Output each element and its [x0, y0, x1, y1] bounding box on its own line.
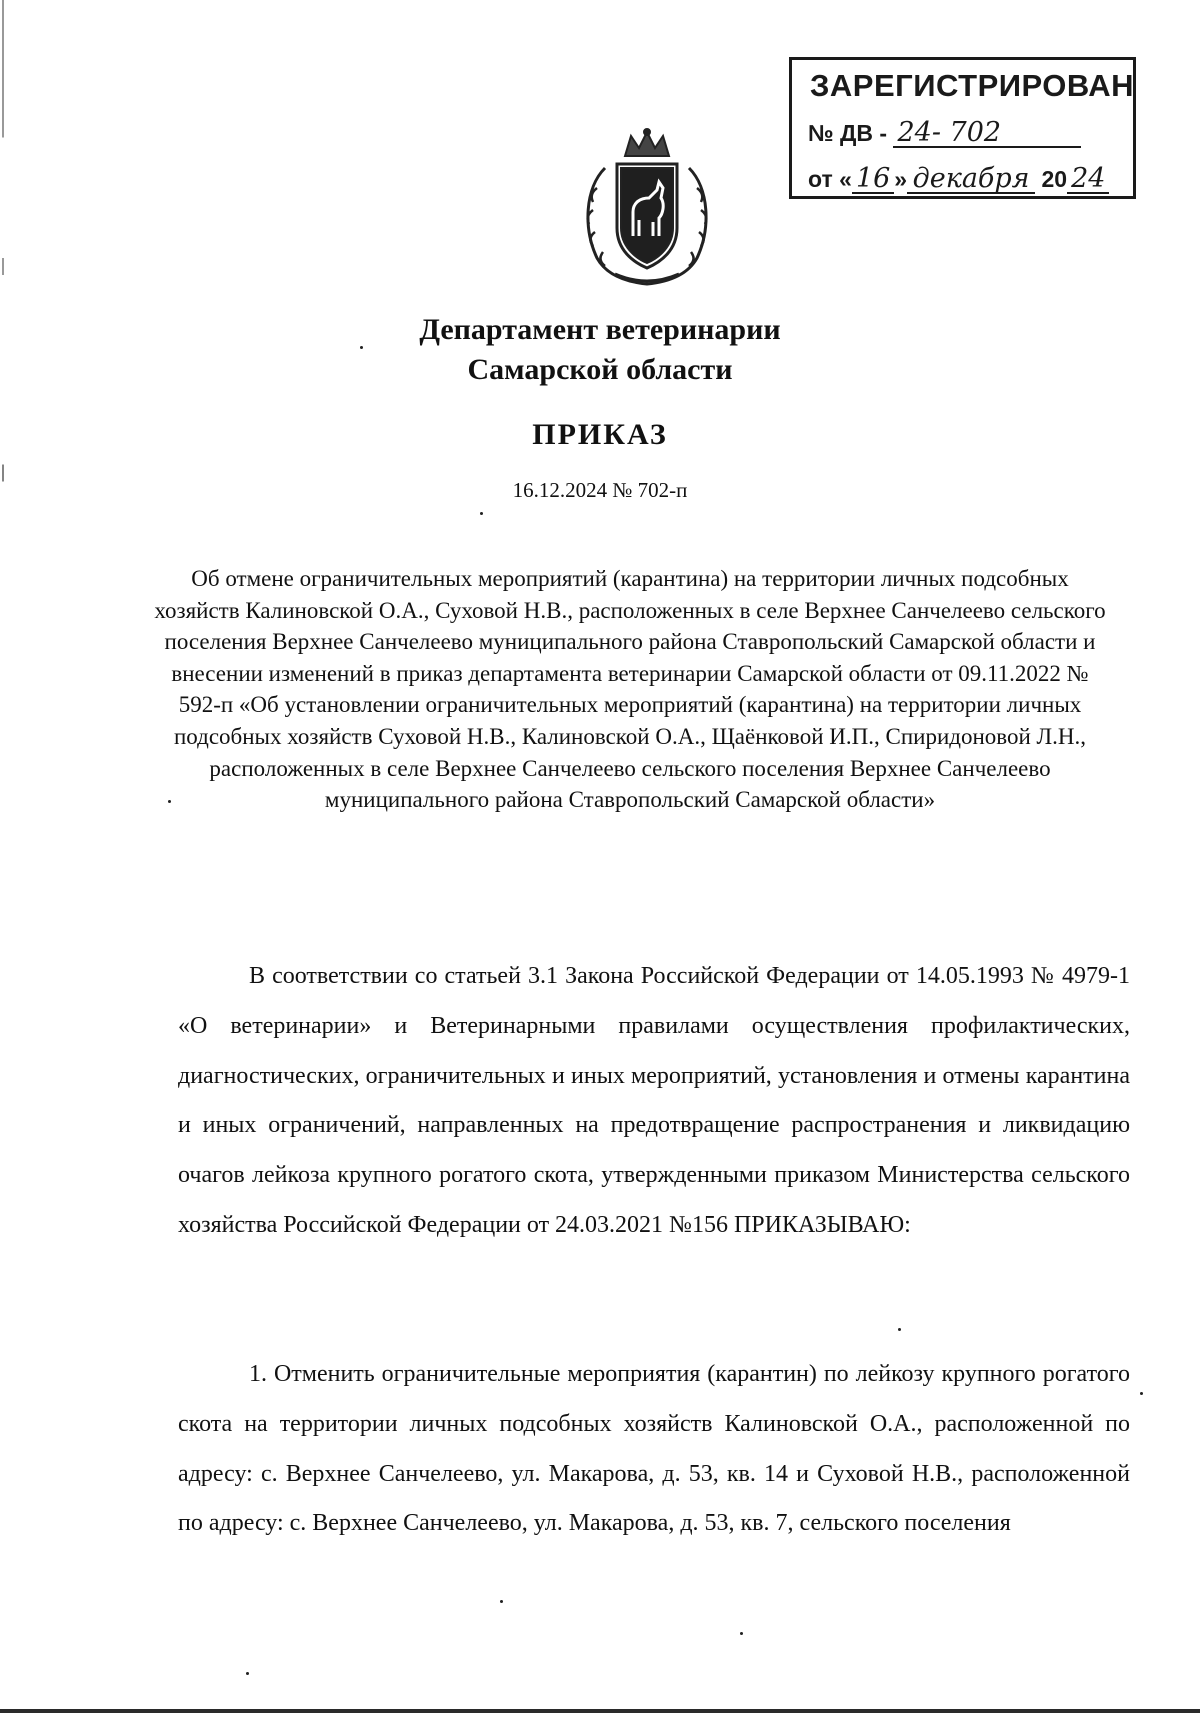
stamp-month-handwritten: декабря: [907, 166, 1035, 194]
department-line1: Департамент ветеринарии: [419, 313, 781, 346]
scan-speck: [360, 346, 363, 349]
scan-speck: [500, 1600, 503, 1603]
order-title: ПРИКАЗ: [532, 418, 668, 451]
scan-speck: [898, 1328, 901, 1331]
stamp-day-handwritten: 16: [852, 166, 894, 194]
stamp-date-line: [808, 163, 1109, 194]
body-paragraph-2: 1. Отменить ограничительные мероприятия (карантин) по лейкозу крупного рогатого скота на территории личных подсобных хозяйств Калиновской О.А., расположенной по адресу: с. Верхнее Санчелеево, ул. Макарова, д. 53, кв. 14 и Суховой Н.В., расположенной по адресу: с. Верхнее Санчелеево, ул. Макарова, д. 53, кв. 7, сельского поселения: [178, 1361, 1130, 1537]
stamp-number-handwritten: 24- 702: [893, 120, 1081, 148]
order-number: 16.12.2024 № 702-п: [512, 478, 688, 502]
stamp-year-prefix: 20: [1041, 166, 1068, 192]
body-paragraph-1: [178, 952, 1130, 1251]
order-subject: Об отмене ограничительных мероприятий (карантина) на территории личных подсобных хозяйств Калиновской О.А., Суховой Н.В., расположенных в селе Верхнее Санчелеево сельского поселения Верхнее Санчелеево муниципального района Ставропольский Самарской области и внесении изменений в приказ департамента ветеринарии Самарской области от 09.11.2022 № 592-п «Об установлении ограничительных мероприятий (карантина) на территории личных подсобных хозяйств Суховой Н.В., Калиновской О.А., Щаёнковой И.П., Спиридоновой Л.Н., расположенных в селе Верхнее Санчелеево сельского поселения Верхнее Санчелеево муниципального района Ставропольский Самарской области»: [154, 566, 1106, 813]
coat-of-arms-emblem: [575, 128, 719, 288]
command-text: ПРИКАЗЫВАЮ:: [733, 1211, 911, 1238]
registration-stamp: [789, 57, 1136, 199]
stamp-title: ЗАРЕГИСТРИРОВАН: [810, 68, 1135, 103]
scan-speck: [246, 1672, 249, 1675]
department-heading: [0, 310, 1200, 390]
scan-speck: [740, 1632, 743, 1635]
scan-speck: [168, 800, 171, 803]
scan-speck: [480, 512, 483, 515]
paragraph1-text: В соответствии со статьей 3.1 Закона Российской Федерации от 14.05.1993 № 4979-1 «О ветеринарии» и Ветеринарными правилами осуществления профилактических, диагностических, ограничительных и иных мероприятий, установления и отмены карантина и иных ограничений, направленных на предотвращение распространения и ликвидацию очагов лейкоза крупного рогатого скота, утвержденными приказом Министерства сельского хозяйства Российской Федерации от 24.03.2021 №156: [178, 963, 1130, 1238]
stamp-number-prefix: № ДВ -: [808, 120, 888, 146]
stamp-day-close: »: [894, 166, 908, 192]
scan-speck: [1140, 1392, 1143, 1395]
department-line2: Самарской области: [467, 353, 733, 386]
scan-left-edge: [2, 0, 4, 1720]
stamp-date-prefix: от «: [808, 166, 852, 192]
scan-bottom-edge: [0, 1709, 1200, 1713]
stamp-number-line: [808, 117, 1081, 148]
stamp-year-handwritten: 24: [1067, 166, 1109, 194]
